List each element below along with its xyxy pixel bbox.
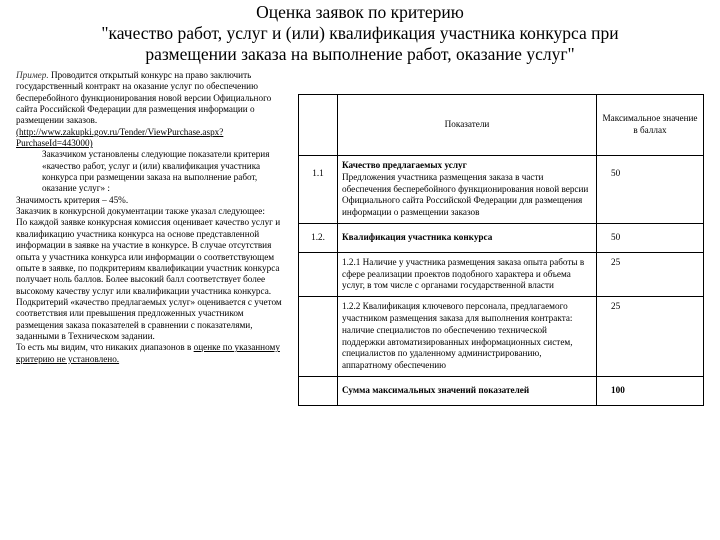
example-paragraph (16, 70, 288, 127)
row-number (299, 297, 338, 377)
table-sum-row (299, 376, 704, 405)
row-title: Квалификация участника конкурса (342, 231, 493, 242)
row-value: 50 (597, 223, 704, 252)
title-line-2: "качество работ, услуг и (или) квалификация участника конкурса при (101, 23, 619, 43)
table-row (299, 297, 704, 377)
documentation-note: Заказчик в конкурсной документации также указал следующее: (16, 206, 265, 217)
conclusion (16, 342, 288, 365)
header-indicators: Показатели (338, 95, 597, 156)
title-line-3: размещении заказа на выполнение работ, оказание услуг" (145, 44, 575, 64)
sum-num-cell (299, 376, 338, 405)
conclusion-line-1: То есть мы видим, что никаких диапазонов в (16, 342, 192, 353)
table-header-row (299, 95, 704, 156)
row-number (299, 252, 338, 296)
row-number: 1.1 (299, 156, 338, 224)
table-row (299, 223, 704, 252)
header-num-cell (299, 95, 338, 156)
row-description: Предложения участника размещения заказа в части обеспечения бесперебойного функционирования новой версии Официального сайта Российской Федерации для размещения информации о размещении заказов (342, 171, 589, 218)
evaluation-rules: По каждой заявке конкурсная комиссия оценивает качество услуг и квалификацию участника конкурса на основе представленной информации в заявке на участие в конкурсе. В случае отсутствия опыта у участника конкурса или информации о соответствующем опыте в заявке, по подкритериям квалификации участник конкурса получает ноль баллов. Более высокий балл соответствует более высокому качеству услуг или квалификации участника конкурса. (16, 217, 281, 296)
criterion-weight: Значимость критерия – 45%. (16, 194, 129, 205)
sum-value: 100 (611, 384, 625, 395)
conclusion-line-2: оценке по указанному критерию не установлено. (16, 342, 280, 364)
example-text: Проводится открытый конкурс на право заключить государственный контракт на оказание услуг по обеспечению бесперебойного функционирования новой версии Официального сайта Российской Федерации для размещения информации о размещении заказов. (16, 70, 272, 126)
row-title: Качество предлагаемых услуг (342, 160, 467, 170)
row-value: 50 (597, 156, 704, 224)
table-row (299, 252, 704, 296)
sum-label-cell (338, 376, 597, 405)
row-number: 1.2. (299, 223, 338, 252)
row-description: 1.2.2 Квалификация ключевого персонала, предлагаемого участником размещения заказа для выполнения контракта: наличие специалистов по обеспечению технической поддержки автоматизированных информационных систем, специалистов по удаленному администрированию, аппаратному обеспечению (338, 297, 597, 377)
example-label: Пример. (16, 70, 49, 80)
row-indicator (338, 156, 597, 224)
indicators-intro: Заказчиком установлены следующие показатели критерия «качество работ, услуг и (или) квалификация участника конкурса при размещении заказа на выполнение работ, оказание услуг» : (42, 149, 270, 194)
source-link[interactable]: (http://www.zakupki.gov.ru/Tender/ViewPurchase.aspx?PurchaseId=443000) (16, 126, 224, 149)
row-indicator (338, 223, 597, 252)
row-value: 25 (597, 252, 704, 296)
subcriterion-note: Подкритерий «качество предлагаемых услуг» оценивается с учетом соответствия или превышения предложенных участником размещения заказа показателей в сравнении с показателями, заданными в Техническом задании. (16, 296, 282, 341)
example-text-column (16, 70, 288, 365)
table-row (299, 156, 704, 224)
title-line-1: Оценка заявок по критерию (256, 2, 464, 22)
criteria-table (298, 94, 704, 406)
sum-value-cell (597, 376, 704, 405)
row-description: 1.2.1 Наличие у участника размещения заказа опыта работы в сфере реализации проектов подобного характера и объема услуг, в том числе с органами государственной власти (338, 252, 597, 296)
row-value: 25 (597, 297, 704, 377)
sum-label: Сумма максимальных значений показателей (342, 384, 530, 395)
source-link-paragraph (16, 127, 288, 150)
page-title (0, 2, 720, 65)
header-max-value: Максимальное значение в баллах (597, 95, 704, 156)
